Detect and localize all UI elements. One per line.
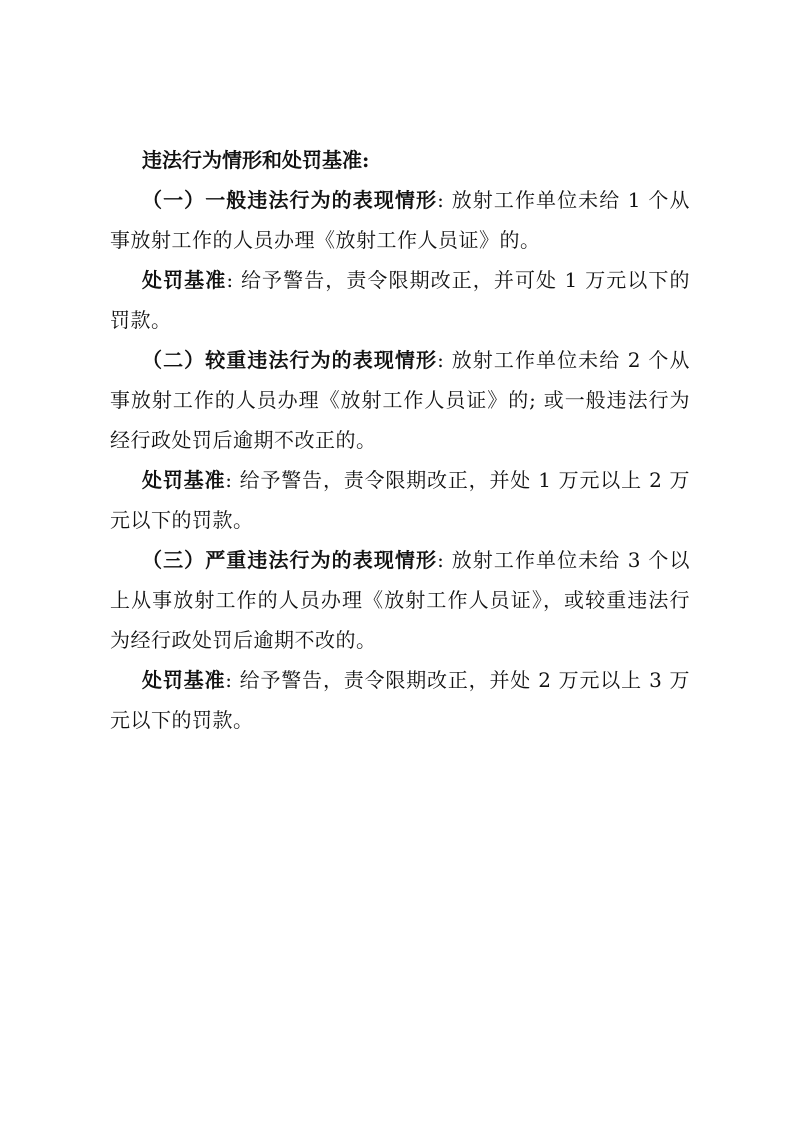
- penalty-label: 处罚基准: [142, 468, 226, 492]
- violation-paragraph-serious: [110, 340, 690, 460]
- violation-description: : 放射工作单位未给 1 个从事放射工作的人员办理《放射工作人员证》的。: [110, 188, 690, 252]
- document-body: [110, 140, 690, 740]
- penalty-paragraph-severe: [110, 660, 690, 740]
- violation-title: （二）较重违法行为的表现情形: [142, 348, 438, 372]
- penalty-paragraph-general: [110, 260, 690, 340]
- penalty-label: 处罚基准: [142, 668, 226, 692]
- violation-description: : 放射工作单位未给 3 个以上从事放射工作的人员办理《放射工作人员证》，或较重违法行为经行政处罚后逾期不改的。: [110, 548, 690, 652]
- violation-paragraph-severe: [110, 540, 690, 660]
- violation-description: : 放射工作单位未给 2 个从事放射工作的人员办理《放射工作人员证》的; 或一般违法行为经行政处罚后逾期不改正的。: [110, 348, 690, 452]
- violation-title: （三）严重违法行为的表现情形: [142, 548, 438, 572]
- section-heading: 违法行为情形和处罚基准:: [142, 148, 370, 172]
- penalty-text: : 给予警告，责令限期改正，并处 2 万元以上 3 万元以下的罚款。: [110, 668, 690, 732]
- violation-title: （一）一般违法行为的表现情形: [142, 188, 438, 212]
- penalty-text: : 给予警告，责令限期改正，并可处 1 万元以下的罚款。: [110, 268, 690, 332]
- penalty-paragraph-serious: [110, 460, 690, 540]
- penalty-label: 处罚基准: [142, 268, 227, 292]
- penalty-text: : 给予警告，责令限期改正，并处 1 万元以上 2 万元以下的罚款。: [110, 468, 690, 532]
- violation-paragraph-general: [110, 180, 690, 260]
